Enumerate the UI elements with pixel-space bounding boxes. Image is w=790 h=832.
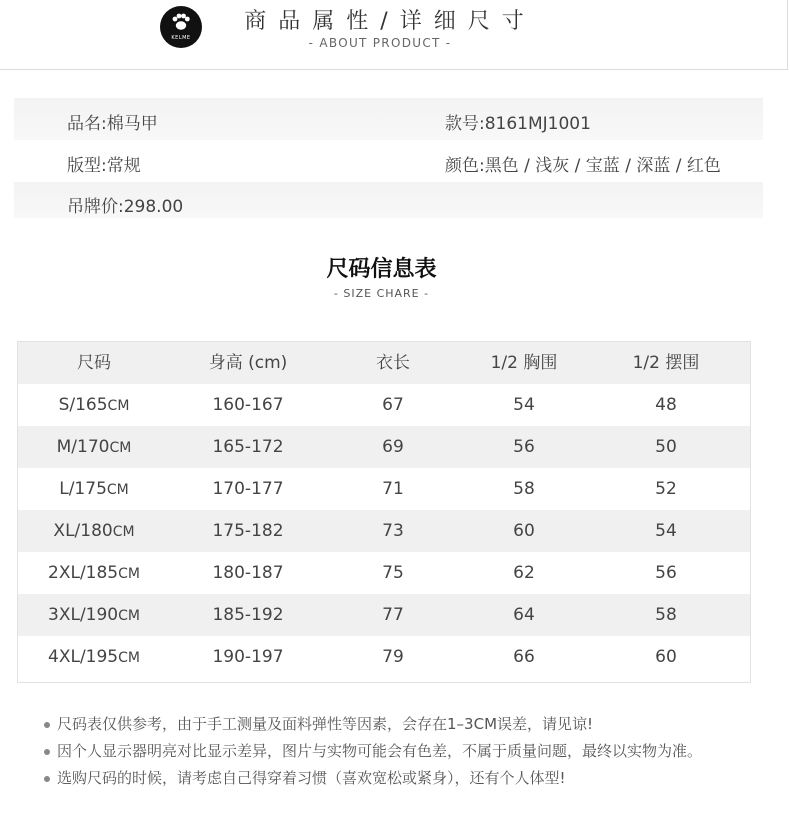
cell-chest: 64 (513, 605, 535, 625)
table-header-row (18, 342, 750, 384)
fit-field (67, 151, 141, 176)
page-title: 商品属性/详细尺寸 (244, 9, 536, 34)
cell-height: 170-177 (212, 479, 284, 499)
color-field (445, 151, 721, 176)
cell-height: 180-187 (212, 563, 284, 583)
table-row (18, 552, 750, 594)
cell-hem: 60 (655, 647, 677, 667)
info-row (14, 140, 763, 182)
cell-size: 3XL/190CM (48, 605, 140, 625)
cell-length: 73 (382, 521, 404, 541)
info-row (14, 98, 763, 140)
cell-height: 190-197 (212, 647, 284, 667)
page-subtitle: - ABOUT PRODUCT - (308, 36, 452, 50)
header-length: 衣长 (376, 353, 410, 373)
header-height: 身高 (cm) (208, 353, 288, 373)
bullet-icon (44, 749, 50, 755)
list-item (42, 765, 782, 792)
info-row (14, 182, 763, 218)
table-row (18, 636, 750, 678)
brand-logo (160, 6, 202, 48)
bullet-icon (44, 776, 50, 782)
cell-hem: 56 (655, 563, 677, 583)
cell-height: 165-172 (212, 437, 284, 457)
bullet-icon (44, 722, 50, 728)
cell-size: XL/180CM (53, 521, 135, 541)
header-hem: 1/2 摆围 (632, 353, 700, 373)
cell-hem: 48 (655, 395, 677, 415)
fit-value: 常规 (106, 156, 141, 176)
note-text: 选购尺码的时候，请考虑自己得穿着习惯（喜欢宽松或紧身），还有个人体型! (57, 769, 566, 787)
name-field (67, 109, 158, 134)
cell-hem: 50 (655, 437, 677, 457)
cell-chest: 62 (513, 563, 535, 583)
size-chart-subtitle: - SIZE CHARE - (333, 287, 430, 300)
price-value: 298.00 (123, 197, 184, 217)
table-row (18, 468, 750, 510)
cell-size: 2XL/185CM (48, 563, 140, 583)
style-no-field (445, 109, 591, 134)
cell-height: 175-182 (212, 521, 284, 541)
cell-height: 160-167 (212, 395, 284, 415)
price-label: 吊牌价: (67, 197, 124, 217)
cell-chest: 56 (513, 437, 535, 457)
cell-chest: 66 (513, 647, 535, 667)
page-header (0, 0, 788, 70)
list-item (42, 711, 782, 738)
product-info (14, 98, 763, 218)
cell-size: M/170CM (56, 437, 132, 457)
cell-height: 185-192 (212, 605, 284, 625)
table-row (18, 510, 750, 552)
size-chart-title: 尺码信息表 (326, 257, 437, 282)
cell-hem: 52 (655, 479, 677, 499)
color-value: 黑色 / 浅灰 / 宝蓝 / 深蓝 / 红色 (484, 156, 721, 176)
cell-hem: 54 (655, 521, 677, 541)
price-field (67, 192, 183, 217)
cell-length: 71 (382, 479, 404, 499)
cell-size: 4XL/195CM (48, 647, 140, 667)
cell-chest: 58 (513, 479, 535, 499)
notes-list (42, 711, 782, 792)
header-chest: 1/2 胸围 (490, 353, 558, 373)
cell-hem: 58 (655, 605, 677, 625)
table-row (18, 594, 750, 636)
size-table (17, 341, 751, 683)
cell-length: 67 (382, 395, 404, 415)
header-size: 尺码 (77, 353, 111, 373)
cell-length: 77 (382, 605, 404, 625)
cell-length: 79 (382, 647, 404, 667)
note-text: 因个人显示器明亮对比显示差异，图片与实物可能会有色差，不属于质量问题，最终以实物为准。 (57, 742, 703, 760)
name-label: 品名: (67, 114, 107, 134)
paw-icon (171, 13, 191, 33)
name-value: 棉马甲 (106, 114, 158, 134)
cell-chest: 54 (513, 395, 535, 415)
color-label: 颜色: (445, 156, 485, 176)
style-no-value: 8161MJ1001 (484, 114, 591, 134)
cell-size: L/175CM (59, 479, 129, 499)
table-row (18, 384, 750, 426)
fit-label: 版型: (67, 156, 107, 176)
note-text: 尺码表仅供参考，由于手工测量及面料弹性等因素，会存在1–3CM误差，请见谅! (57, 715, 594, 733)
logo-text: KELME (171, 35, 191, 41)
cell-length: 75 (382, 563, 404, 583)
style-no-label: 款号: (445, 114, 485, 134)
cell-size: S/165CM (58, 395, 130, 415)
cell-length: 69 (382, 437, 404, 457)
list-item (42, 738, 782, 765)
cell-chest: 60 (513, 521, 535, 541)
table-row (18, 426, 750, 468)
